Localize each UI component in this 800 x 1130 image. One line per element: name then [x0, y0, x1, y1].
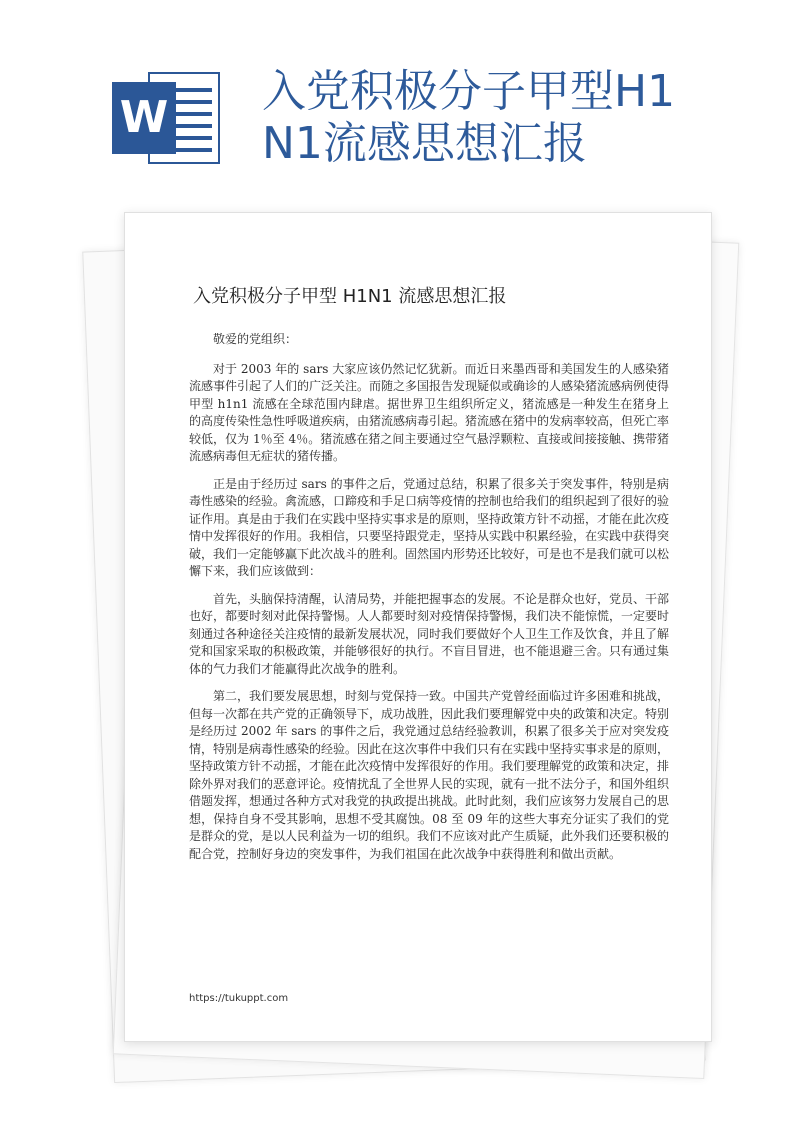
banner: [0, 0, 800, 200]
document-body: [189, 331, 669, 873]
footer-link[interactable]: https://tukuppt.com: [189, 993, 289, 1004]
paragraph-4: 第二，我们要发展思想，时刻与党保持一致。中国共产党曾经面临过许多困难和挑战，但每一次都在共产党的正确领导下，成功战胜，因此我们要理解党中央的政策和决定。特别是经历过 2002 年 sars 的事件之后，我党通过总结经验教训，积累了很多关于应对突发疫情，特别是病毒性感染的经验。因此在这次事件中我们只有在实践中坚持实事求是的原则，坚持政策方针不动摇，才能在此次疫情中发挥很好的作用。我们要理解党的政策和决定，排除外界对我们的恶意评论。疫情扰乱了全世界人民的实现，就有一批不法分子，和国外组织借题发挥，想通过各种方式对我党的执政提出挑战。此时此刻，我们应该努力发展自己的思想，保持自身不受其影响，思想不受其腐蚀。08 至 09 年的这些大事充分证实了我们的党是群众的党，是以人民利益为一切的组织。我们不应该对此产生质疑，此外我们还要积极的配合党，控制好身边的突发事件，为我们祖国在此次战争中获得胜利和做出贡献。: [189, 689, 670, 861]
word-badge: W: [112, 82, 176, 154]
document-title: 入党积极分子甲型 H1N1 流感思想汇报: [193, 286, 507, 307]
paragraph-1: 对于 2003 年的 sars 大家应该仍然记忆犹新。而近日来墨西哥和美国发生的人感染猪流感事件引起了人们的广泛关注。而随之多国报告发现疑似或确诊的人感染猪流感病例使得甲型 h1n1 流感在全球范围内肆虐。据世界卫生组织所定义，猪流感是一种发生在猪身上的高度传染性急性呼吸道疾病，由猪流感病毒引起。猪流感在猪中的发病率较高，但死亡率较低，仅为 1％至 4％。猪流感在猪之间主要通过空气悬浮颗粒、直接或间接接触、携带猪流感病毒但无症状的猪传播。: [189, 361, 670, 463]
paragraph-3: 首先，头脑保持清醒，认清局势，并能把握事态的发展。不论是群众也好，党员、干部也好，都要时刻对此保持警惕。人人都要时刻对疫情保持警惕，我们决不能惊慌，一定要时刻通过各种途径关注疫情的最新发展状况，同时我们要做好个人卫生工作及饮食，并且了解党和国家采取的积极政策，并能够很好的执行。不盲目冒进，也不能退避三舍。只有通过集体的气力我们才能赢得此次战争的胜利。: [189, 591, 670, 676]
paragraph-2: 正是由于经历过 sars 的事件之后，党通过总结，积累了很多关于突发事件，特别是病毒性感染的经验。禽流感，口蹄疫和手足口病等疫情的控制也给我们的组织起到了很好的验证作用。真是由于我们在实践中坚持实事求是的原则，坚持政策方针不动摇，才能在此次疫情中发挥很好的作用。我相信，只要坚持跟党走，坚持从实践中积累经验，在实践中获得突破，我们一定能够赢下此次战斗的胜利。固然国内形势还比较好，可是也不是我们就可以松懈下来，我们应该做到：: [189, 476, 670, 578]
word-document-icon: [112, 72, 220, 164]
greeting: 敬爱的党组织：: [213, 332, 298, 346]
document-page: [124, 212, 712, 1042]
banner-title: 入党积极分子甲型H1N1流感思想汇报: [262, 66, 676, 169]
